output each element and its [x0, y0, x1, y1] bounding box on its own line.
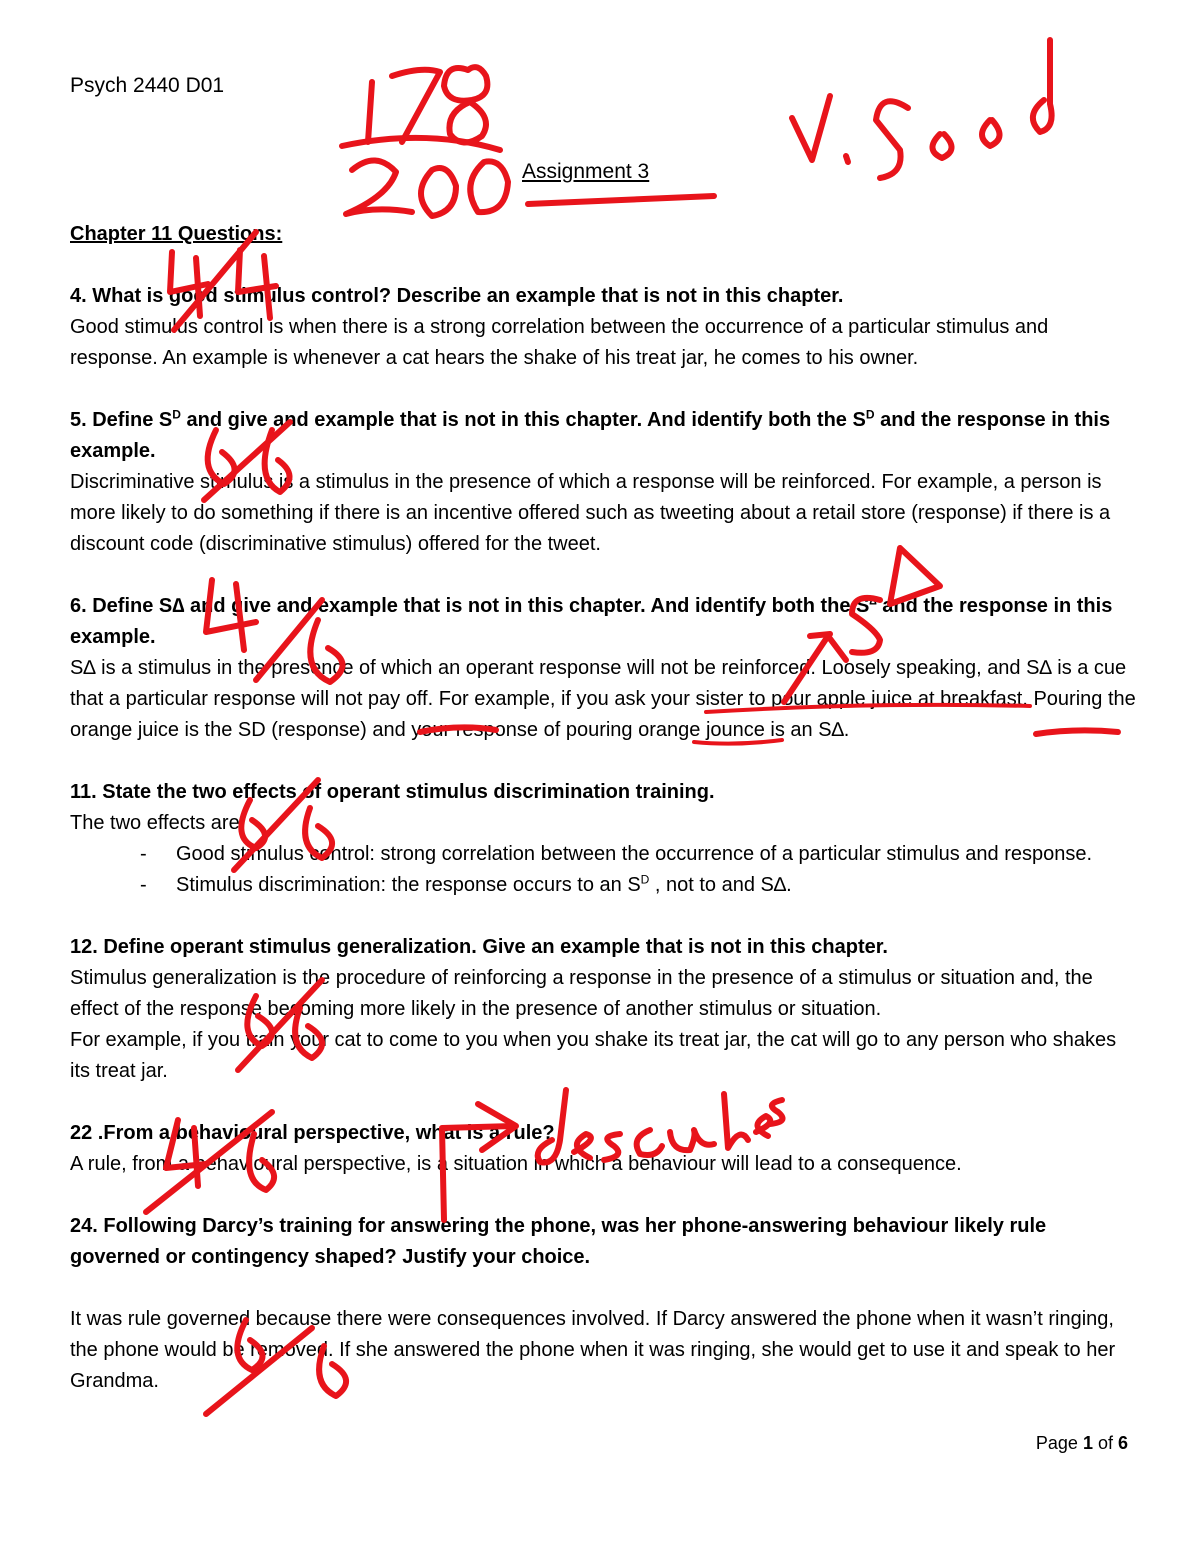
- course-code: Psych 2440 D01: [70, 74, 225, 97]
- title-underline: [528, 196, 714, 204]
- question-4: 4. What is good stimulus control? Describe an example that is not in this chapter.: [70, 285, 844, 307]
- answer-24: It was rule governed because there were consequences involved. If Darcy answered the phone when it wasn’t ringing, the phone would be removed. If she answered the phone when it was ringing, she would get to use it and speak to her Grandma.: [70, 1308, 1116, 1392]
- answer-12: Stimulus generalization is the procedure of reinforcing a response in the presence of a stimulus or situation and, the effect of the response becoming more likely in the presence of another stimulus or situation.: [70, 967, 1093, 1020]
- answer-4: Good stimulus control is when there is a strong correlation between the occurrence of a particular stimulus and response. An example is whenever a cat hears the shake of his treat jar, he comes to his owner.: [70, 316, 1049, 369]
- question-12: 12. Define operant stimulus generalization. Give an example that is not in this chapter.: [70, 936, 888, 958]
- comment-handwriting: [792, 40, 1052, 178]
- question-5: 5. Define $S^D$ and give and example that is not in this chapter. And identify both the $S^D$ and the response in this example.: [70, 407, 1111, 462]
- answer-5: Discriminative stimulus is a stimulus in the presence of which a response will be reinforced. For example, a person is more likely to do something if there is an incentive offered such as tweeting about a retail store (response) if there is a discount code (discriminative stimulus) offered for the tweet.: [70, 471, 1111, 555]
- list-item: - Good stimulus control: strong correlation between the occurrence of a particular stimulus and response.: [140, 843, 1093, 865]
- question-11: 11. State the two effects of operant stimulus discrimination training.: [70, 781, 715, 803]
- answer-12-example: For example, if you train your cat to come to you when you shake its treat jar, the cat will go to any person who shakes its treat jar.: [70, 1029, 1117, 1082]
- page-number: Page 1 of 6: [1035, 1433, 1128, 1453]
- question-22: 22 .From a behavioural perspective, what is a rule?: [70, 1122, 555, 1144]
- assignment-title: Assignment 3: [522, 160, 650, 183]
- list-item: - Stimulus discrimination: the response occurs to an $S^D$ , not to and S∆.: [140, 872, 792, 896]
- answer-11-intro: The two effects are:: [70, 812, 246, 834]
- answer-11-list: [70, 839, 1140, 901]
- grade-score-handwriting: [342, 67, 508, 216]
- answer-6: S∆ is a stimulus in the presence of which an operant response will not be reinforced. Loosely speaking, and S∆ is a cue that a particular response will not pay off. For example, if you ask your sister to pour apple juice at breakfast. Pouring the orange juice is the SD (response) and your response of pouring orange jounce is an S∆.: [70, 657, 1136, 741]
- document-body: [70, 219, 1140, 1397]
- answer-22: A rule, from a behavioural perspective, is a situation in which a behaviour will lead to a consequence.: [70, 1153, 962, 1175]
- chapter-heading: Chapter 11 Questions:: [70, 223, 283, 245]
- question-6: 6. Define S∆ and give and example that is not in this chapter. And identify both the S∆ and the response in this example.: [70, 593, 1113, 648]
- question-24: 24. Following Darcy’s training for answering the phone, was her phone-answering behaviour likely rule governed or contingency shaped? Justify your choice.: [70, 1215, 1047, 1268]
